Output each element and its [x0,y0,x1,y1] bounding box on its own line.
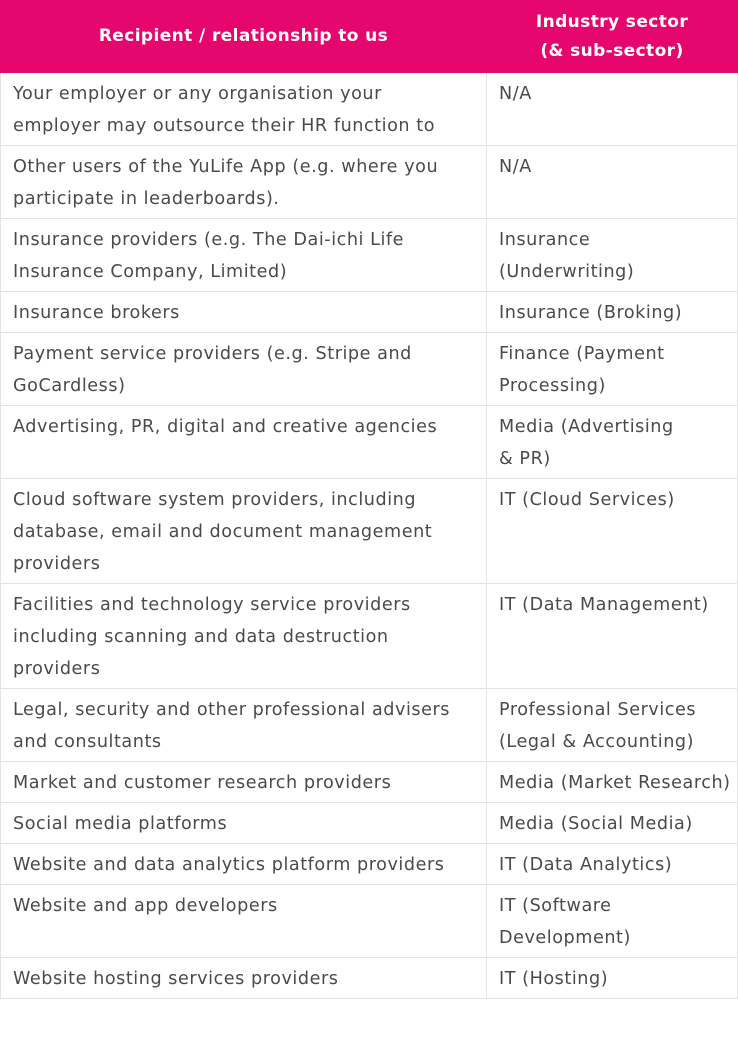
cell-sector: Media (Market Research) [487,762,738,803]
cell-recipient: Other users of the YuLife App (e.g. where you participate in leaderboards). [1,146,487,219]
table-row [1,333,738,406]
cell-recipient: Legal, security and other professional advisers and consultants [1,689,487,762]
table-row [1,885,738,958]
cell-recipient: Market and customer research providers [1,762,487,803]
cell-sector: N/A [487,146,738,219]
table-row [1,584,738,689]
cell-sector: Insurance (Underwriting) [487,219,738,292]
table-row [1,292,738,333]
cell-sector: N/A [487,73,738,146]
table-row [1,479,738,584]
cell-recipient: Cloud software system providers, including database, email and document management providers [1,479,487,584]
cell-recipient: Advertising, PR, digital and creative agencies [1,406,487,479]
table-row [1,406,738,479]
cell-recipient: Social media platforms [1,803,487,844]
cell-recipient: Your employer or any organisation your employer may outsource their HR function to [1,73,487,146]
cell-recipient: Insurance providers (e.g. The Dai-ichi Life Insurance Company, Limited) [1,219,487,292]
cell-sector: IT (Cloud Services) [487,479,738,584]
table-row [1,762,738,803]
table-body [1,73,738,999]
cell-recipient: Website and data analytics platform providers [1,844,487,885]
cell-recipient: Payment service providers (e.g. Stripe and GoCardless) [1,333,487,406]
cell-sector: IT (Hosting) [487,958,738,999]
cell-sector: IT (Software Development) [487,885,738,958]
table-row [1,689,738,762]
table-row [1,958,738,999]
cell-sector: Finance (Payment Processing) [487,333,738,406]
table-header-row [1,1,738,73]
cell-sector: Media (Advertising & PR) [487,406,738,479]
cell-sector: Professional Services (Legal & Accounting) [487,689,738,762]
table-row [1,803,738,844]
header-recipient: Recipient / relationship to us [1,1,487,73]
table-row [1,844,738,885]
cell-sector: Media (Social Media) [487,803,738,844]
cell-sector: IT (Data Analytics) [487,844,738,885]
cell-recipient: Website hosting services providers [1,958,487,999]
cell-recipient: Facilities and technology service providers including scanning and data destruction providers [1,584,487,689]
cell-recipient: Website and app developers [1,885,487,958]
cell-sector: IT (Data Management) [487,584,738,689]
table-row [1,73,738,146]
cell-sector: Insurance (Broking) [487,292,738,333]
header-industry-sector: Industry sector (& sub-sector) [487,1,738,73]
table-row [1,219,738,292]
table-row [1,146,738,219]
cell-recipient: Insurance brokers [1,292,487,333]
